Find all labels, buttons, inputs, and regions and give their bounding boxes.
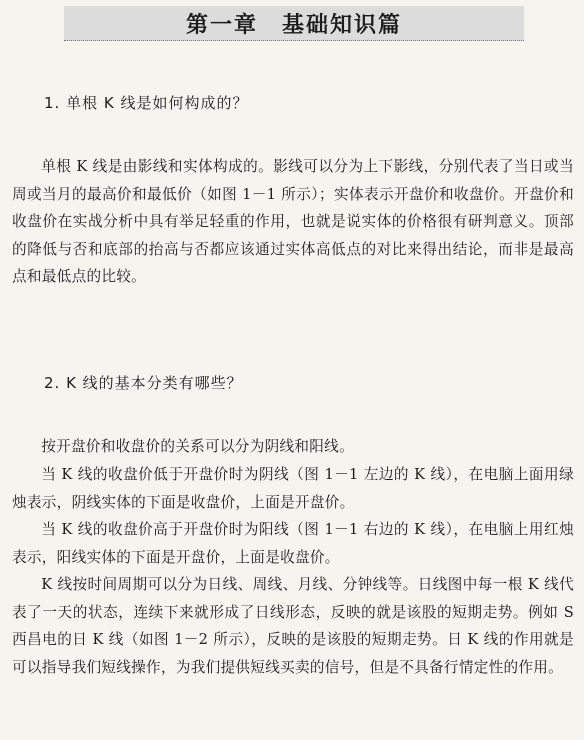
question-heading-2: 2. K 线的基本分类有哪些？	[44, 374, 243, 392]
paragraph-kline-structure: 单根 K 线是由影线和实体构成的。影线可以分为上下影线，分别代表了当日或当周或当月的最高价和最低价（如图 1－1 所示）；实体表示开盘价和收盘价。开盘价和收盘价在实战分析中具有举足轻重的作用，也就是说实体的价格很有研判意义。顶部的降低与否和底部的抬高与否都应该通过实体高低点的对比来得出结论，而非是最高点和最低点的比较。	[12, 158, 574, 285]
paragraph-yin-yang-intro: 按开盘价和收盘价的关系可以分为阴线和阳线。	[41, 438, 354, 455]
question-heading-1: 1. 单根 K 线是如何构成的？	[44, 94, 249, 112]
paragraph-time-periods: K 线按时间周期可以分为日线、周线、月线、分钟线等。日线图中每一根 K 线代表了一天的状态，连续下来就形成了日线形态，反映的就是该股的短期走势。例如 S 西昌电的日 K 线（如图 1－2 所示），反映的是该股的短期走势。日 K 线的作用就是可以指导我们短线操作，为我们提供短线买卖的信号，但是不具备行情定性的作用。	[12, 576, 574, 676]
chapter-header-banner	[64, 6, 524, 41]
paragraph-yang-line: 当 K 线的收盘价高于开盘价时为阳线（图 1－1 右边的 K 线），在电脑上用红烛表示，阳线实体的下面是开盘价，上面是收盘价。	[12, 521, 574, 566]
chapter-title: 第一章 基础知识篇	[185, 12, 402, 38]
paragraph-yin-line: 当 K 线的收盘价低于开盘价时为阴线（图 1－1 左边的 K 线），在电脑上面用绿烛表示，阴线实体的下面是收盘价，上面是开盘价。	[12, 466, 574, 511]
